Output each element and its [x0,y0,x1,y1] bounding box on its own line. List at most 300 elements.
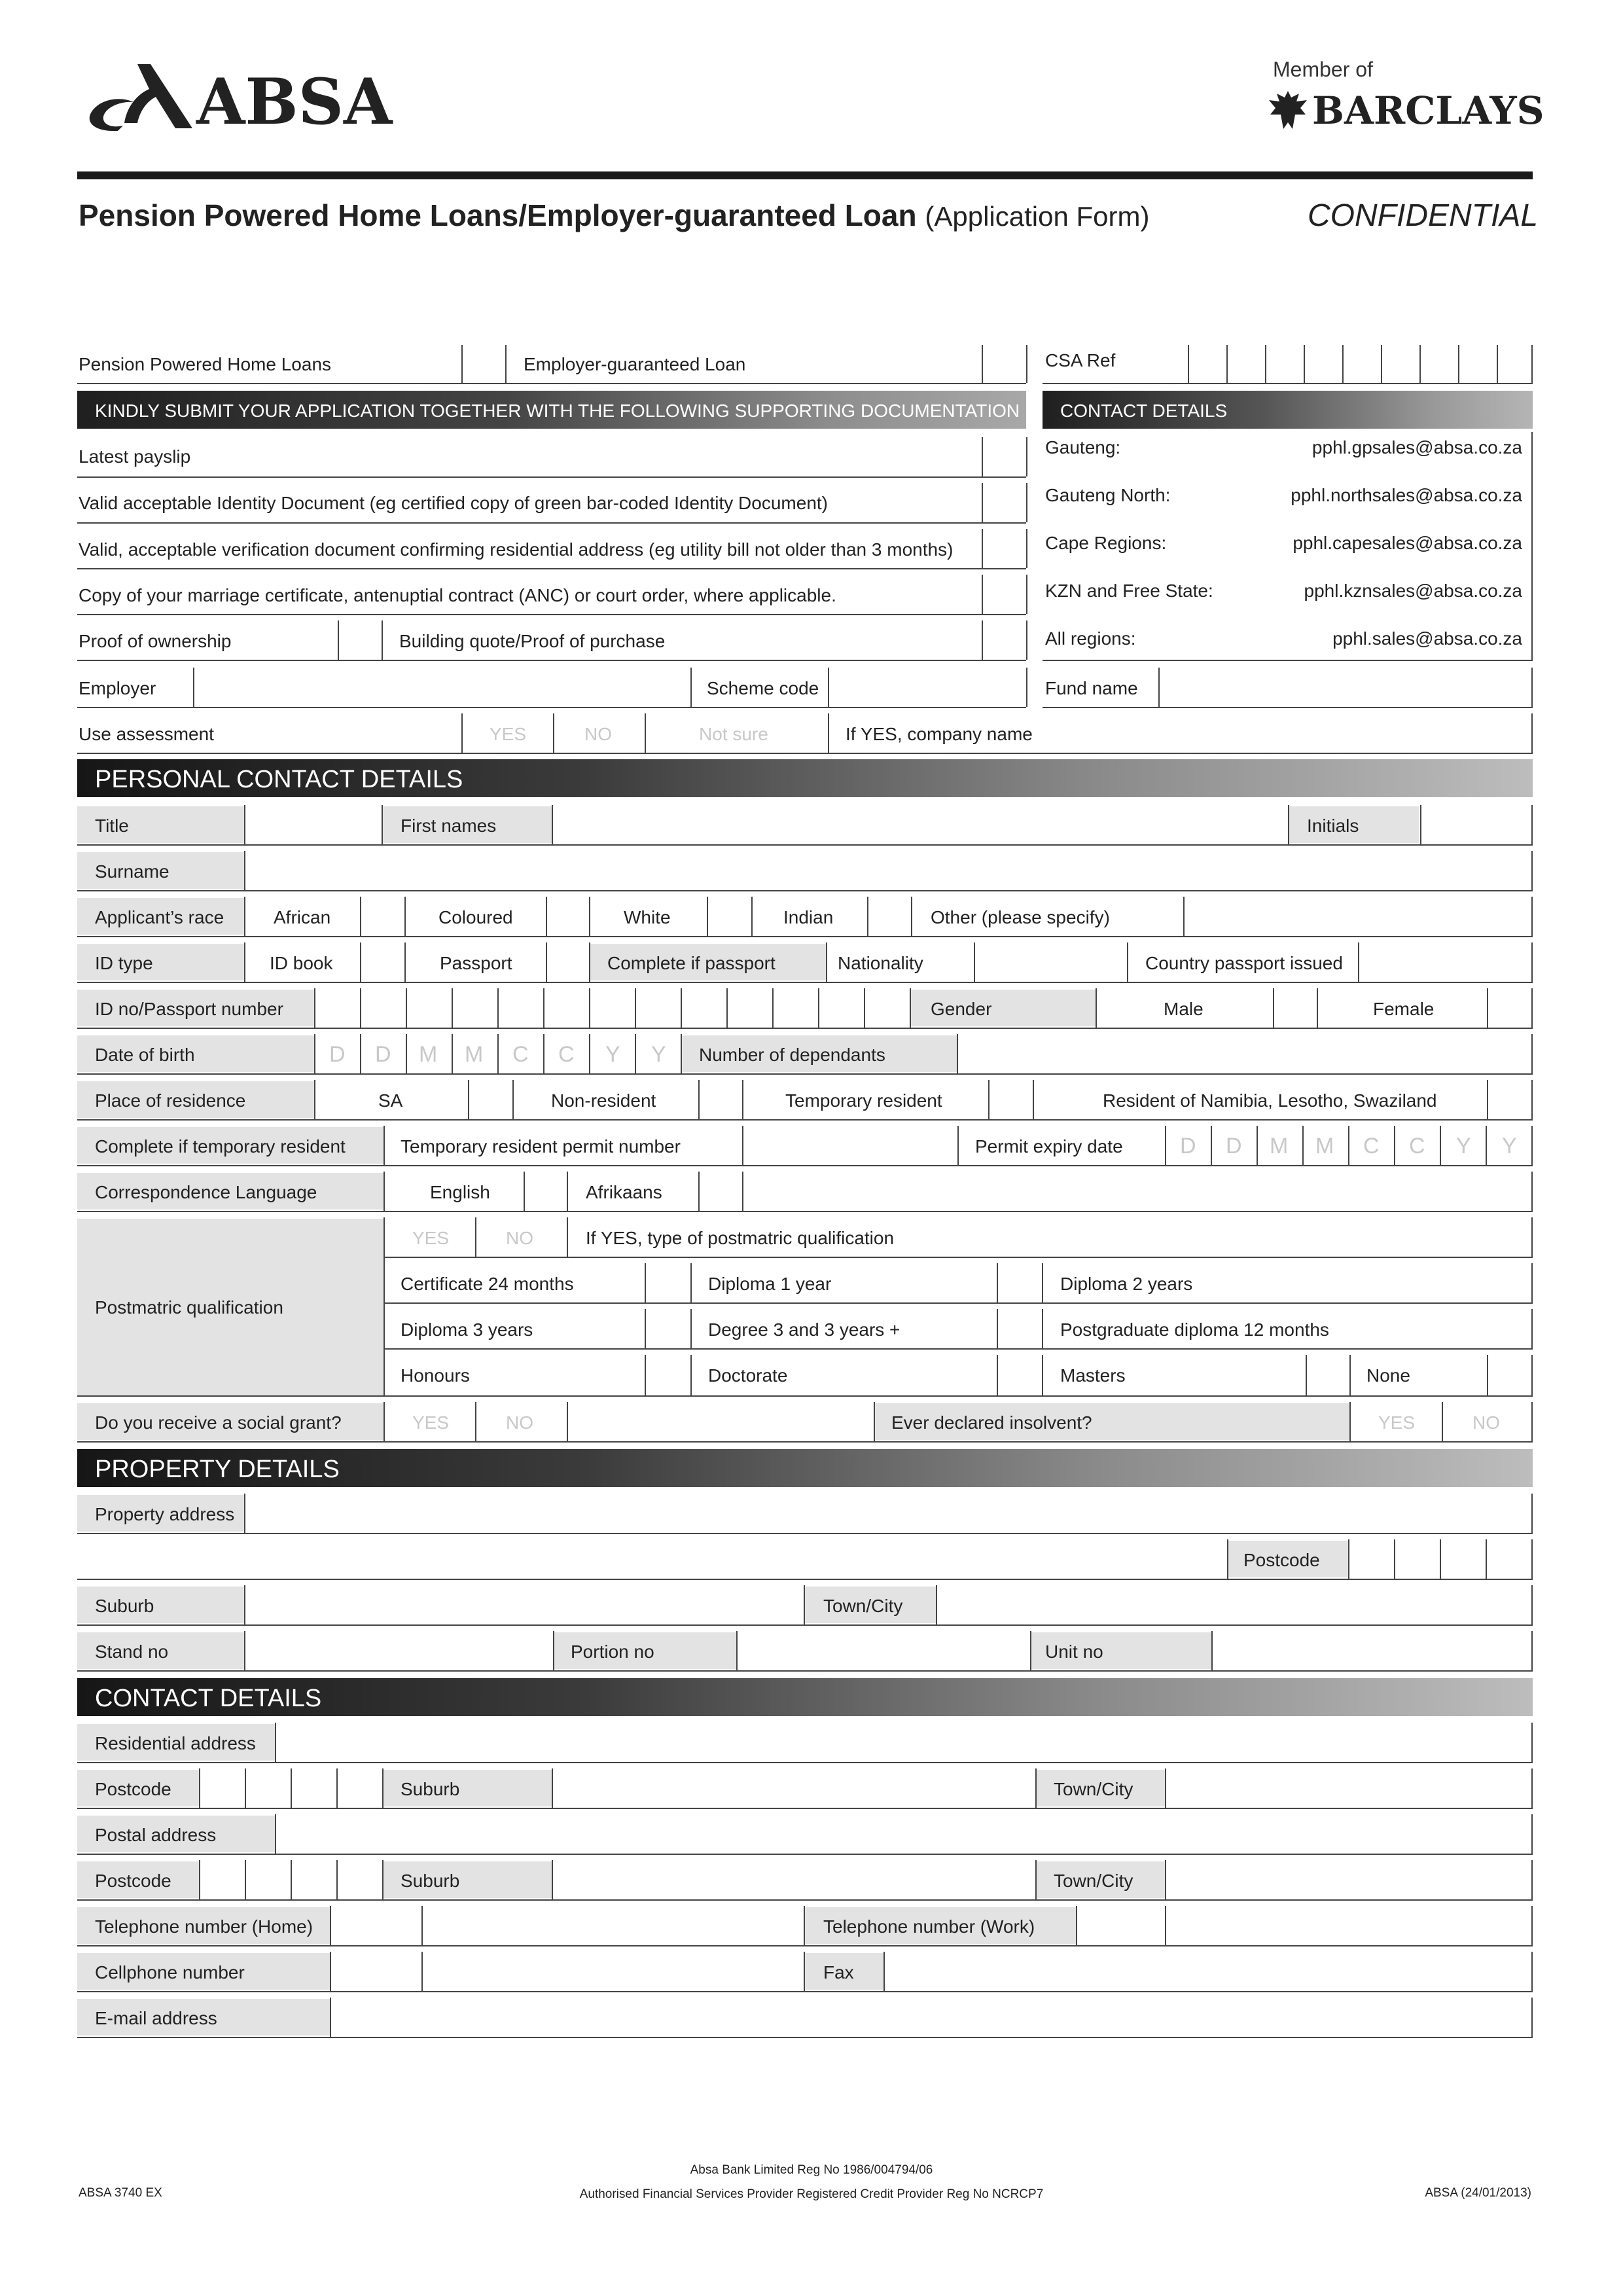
address-doc-checkbox[interactable] [982,529,983,568]
postal-address-label: Postal address [95,1825,217,1845]
divider [690,668,692,707]
email-input[interactable] [331,1999,1530,2036]
cellphone-input[interactable] [423,1953,802,1990]
social-grant-no-option[interactable]: NO [506,1412,533,1433]
pphl-label: Pension Powered Home Loans [79,354,332,374]
property-town-input[interactable] [937,1587,1530,1623]
address-doc-label: Valid, acceptable verification document confirming residential address (eg utility bill not older than 3 months) [79,539,954,560]
page-title [79,200,1149,230]
id-doc-checkbox[interactable] [982,483,983,522]
id-doc-label: Valid acceptable Identity Document (eg certified copy of green bar-coded Identity Document) [79,493,828,513]
header-rule [77,171,1533,179]
insolvent-label: Ever declared insolvent? [891,1412,1092,1433]
race-label: Applicant’s race [95,907,224,927]
expiry-month-placeholder: M [1270,1134,1289,1158]
csa-ref-label: CSA Ref [1045,350,1116,370]
form-code: ABSA 3740 EX [79,2186,162,2200]
pphl-checkbox[interactable] [461,345,463,383]
race-african-checkbox[interactable] [360,897,361,936]
region-email[interactable]: pphl.sales@absa.co.za [1332,628,1522,649]
property-address-input[interactable] [245,1495,1530,1532]
first-names-label: First names [401,816,497,836]
surname-input[interactable] [245,852,1530,889]
postal-town-input[interactable] [1166,1861,1530,1898]
divider [1096,988,1097,1028]
region-label: Cape Regions: [1045,533,1167,553]
provider-registration: Authorised Financial Services Provider Registered Credit Provider Reg No NCRCP7 [579,2187,1044,2201]
rule [1043,707,1533,708]
dob-year-placeholder: Y [605,1042,620,1067]
unit-no-label: Unit no [1045,1641,1103,1662]
divider [383,1172,385,1211]
gender-label: Gender [931,999,992,1019]
residence-non-resident-checkbox[interactable] [698,1080,700,1119]
rule [77,707,1026,708]
property-heading: PROPERTY DETAILS [95,1456,340,1483]
residence-temporary-checkbox[interactable] [988,1080,990,1119]
property-suburb-input[interactable] [245,1587,802,1623]
expiry-century-placeholder: C [1409,1134,1425,1158]
id-book-label: ID book [270,953,333,973]
property-town-label: Town/City [823,1596,903,1616]
rule [383,1348,1533,1350]
tel-work-code-input[interactable] [1077,1907,1164,1944]
race-white-label: White [624,907,671,927]
rule [77,1441,1533,1443]
gender-female-label: Female [1373,999,1435,1019]
insolvent-yes-option[interactable]: YES [1378,1412,1416,1433]
region-label: Gauteng: [1045,437,1121,457]
permit-expiry-label: Permit expiry date [975,1136,1123,1157]
residence-namibia-checkbox[interactable] [1487,1080,1488,1119]
rule [77,1991,1533,1992]
divider [1026,345,1027,383]
divider [244,942,245,982]
building-quote-label: Building quote/Proof of purchase [399,631,666,651]
portion-no-label: Portion no [571,1641,654,1662]
expiry-month-placeholder: M [1315,1134,1334,1158]
rule [1043,383,1533,384]
language-label: Correspondence Language [95,1182,317,1202]
divider [1531,668,1533,707]
divider [383,1402,385,1441]
complete-if-temp-label: Complete if temporary resident [95,1136,346,1157]
rule [77,1945,1533,1946]
fax-input[interactable] [885,1953,1530,1990]
residence-namibia-label: Resident of Namibia, Lesotho, Swaziland [1103,1090,1437,1111]
divider [383,1126,385,1165]
divider [911,897,912,936]
postmatric-yes-option[interactable]: YES [412,1228,450,1248]
cellphone-label: Cellphone number [95,1962,245,1982]
qual-dip1-checkbox[interactable] [997,1263,998,1302]
postmatric-label: Postmatric qualification [95,1297,283,1318]
rule [77,1854,1533,1855]
tel-work-label: Telephone number (Work) [823,1916,1035,1937]
qual-cert24-checkbox[interactable] [645,1263,646,1302]
social-grant-yes-option[interactable]: YES [412,1412,450,1433]
qual-masters-label: Masters [1060,1365,1126,1386]
divider [404,897,406,936]
qual-masters-checkbox[interactable] [1306,1355,1307,1395]
rule [77,383,1026,384]
passport-label: Passport [440,953,512,973]
divider [1531,988,1533,1028]
rule [77,890,1533,891]
divider [1531,713,1533,753]
divider [1531,1217,1533,1257]
postal-suburb-input[interactable] [553,1861,1034,1898]
qual-none-label: None [1366,1365,1410,1386]
divider [567,1172,568,1211]
residential-address-input[interactable] [276,1724,1530,1761]
stand-no-label: Stand no [95,1641,169,1662]
title-input[interactable] [245,806,380,843]
divider [1042,1355,1043,1395]
divider [957,1126,959,1165]
title-label: Title [95,816,129,836]
fax-label: Fax [823,1962,854,1982]
complete-if-passport-label: Complete if passport [607,953,776,973]
divider [1026,437,1027,476]
id-type-label: ID type [95,953,153,973]
residential-town-label: Town/City [1054,1779,1133,1799]
divider [404,942,406,982]
rule [77,936,1533,937]
initials-label: Initials [1307,816,1359,836]
divider [1349,1402,1351,1441]
rule [77,1899,1533,1901]
divider [1042,1263,1043,1302]
fund-name-input[interactable] [1160,669,1530,706]
postal-town-label: Town/City [1054,1871,1133,1891]
postmatric-type-label: If YES, type of postmatric qualification [586,1228,895,1248]
rule [77,844,1533,846]
race-other-label: Other (please specify) [931,907,1110,927]
dob-day-placeholder: D [375,1042,391,1067]
permit-number-input[interactable] [743,1127,956,1164]
egl-checkbox[interactable] [982,345,983,383]
use-assessment-yes-option[interactable]: YES [490,724,527,744]
email-label: E-mail address [95,2008,217,2028]
residence-sa-checkbox[interactable] [468,1080,469,1119]
gender-female-checkbox[interactable] [1487,988,1488,1028]
divider [567,1402,568,1441]
divider [1531,1814,1533,1854]
id-book-checkbox[interactable] [360,942,361,982]
divider [1531,1172,1533,1211]
divider [1531,897,1533,936]
region-email[interactable]: pphl.northsales@absa.co.za [1291,485,1522,505]
residence-temporary-label: Temporary resident [785,1090,942,1111]
member-of-text: Member of [1273,58,1373,81]
dob-month-placeholder: M [465,1042,484,1067]
dob-label: Date of birth [95,1045,195,1065]
property-address-line2-input[interactable] [77,1541,1226,1577]
contacts-heading: CONTACT DETAILS [1060,401,1228,421]
divider [1531,1723,1533,1762]
qual-dip3-checkbox[interactable] [645,1309,646,1348]
initials-input[interactable] [1421,806,1530,843]
race-indian-label: Indian [783,907,834,927]
social-grant-label: Do you receive a social grant? [95,1412,342,1433]
divider [645,713,646,753]
divider [1531,1309,1533,1348]
rule [77,568,1026,569]
dependants-input[interactable] [958,1035,1530,1072]
qual-dip2-label: Diploma 2 years [1060,1274,1193,1294]
divider [1033,1080,1034,1119]
scheme-code-label: Scheme code [707,678,819,698]
divider [1531,1768,1533,1808]
divider [826,942,827,982]
use-assessment-no-option[interactable]: NO [584,724,612,744]
divider [1531,1906,1533,1945]
language-english-label: English [430,1182,490,1202]
bank-registration: Absa Bank Limited Reg No 1986/004794/06 [690,2163,933,2177]
nationality-label: Nationality [838,953,923,973]
divider [1026,668,1027,707]
company-name-input[interactable] [1047,715,1530,751]
dob-year-placeholder: Y [651,1042,666,1067]
property-postcode-label: Postcode [1243,1550,1320,1570]
residential-town-input[interactable] [1166,1770,1530,1806]
rule [77,476,1026,478]
divider [1042,1309,1043,1348]
tel-work-input[interactable] [1166,1907,1530,1944]
divider [690,1355,692,1395]
postal-address-input[interactable] [276,1816,1530,1852]
payslip-label: Latest payslip [79,446,191,467]
divider [1531,1402,1533,1441]
qual-degree-label: Degree 3 and 3 years + [708,1319,901,1340]
docs-heading: KINDLY SUBMIT YOUR APPLICATION TOGETHER WITH THE FOLLOWING SUPPORTING DOCUMENTATION [95,401,1020,421]
building-quote-checkbox[interactable] [982,620,983,660]
divider [1026,483,1027,522]
rule [77,522,1026,524]
country-issued-label: Country passport issued [1145,953,1343,973]
divider [505,345,507,383]
dependants-label: Number of dependants [699,1045,885,1065]
expiry-day-placeholder: D [1226,1134,1242,1158]
divider [690,1309,692,1348]
rule [77,660,1026,661]
rule [77,1624,1533,1626]
race-white-checkbox[interactable] [707,897,708,936]
divider [1317,988,1318,1028]
use-assessment-label: Use assessment [79,724,214,744]
qual-honours-checkbox[interactable] [645,1355,646,1395]
qual-doctorate-label: Doctorate [708,1365,788,1386]
qual-cert24-label: Certificate 24 months [401,1274,574,1294]
rule [77,1533,1533,1534]
divider [383,1217,385,1395]
divider [1531,1080,1533,1119]
employer-input[interactable] [194,669,690,706]
qual-doctorate-checkbox[interactable] [997,1355,998,1395]
region-label: All regions: [1045,628,1136,649]
divider [1531,1998,1533,2037]
expiry-century-placeholder: C [1363,1134,1380,1158]
gender-male-label: Male [1164,999,1204,1019]
divider [1531,1585,1533,1624]
rule [77,1165,1533,1166]
payslip-checkbox[interactable] [982,437,983,476]
barclays-brand-text: BARCLAYS [1312,88,1544,133]
rule [383,1257,1533,1258]
postmatric-no-option[interactable]: NO [506,1228,533,1248]
divider [1531,1494,1533,1533]
ownership-checkbox[interactable] [338,620,339,660]
first-names-input[interactable] [553,806,1286,843]
divider [1531,942,1533,982]
absa-brand-text: ABSA [196,65,393,139]
marriage-doc-label: Copy of your marriage certificate, antenuptial contract (ANC) or court order, where applicable. [79,585,836,605]
personal-heading: PERSONAL CONTACT DETAILS [95,766,463,793]
qual-degree-checkbox[interactable] [997,1309,998,1348]
country-issued-input[interactable] [1359,944,1530,980]
permit-number-label: Temporary resident permit number [401,1136,681,1157]
divider [1531,805,1533,844]
unit-no-input[interactable] [1213,1632,1530,1669]
divider [589,897,590,936]
qual-postgrad-label: Postgraduate diploma 12 months [1060,1319,1329,1340]
divider [382,805,383,844]
rule [1043,660,1533,661]
residential-postcode-label: Postcode [95,1779,171,1799]
divider [690,1263,692,1302]
divider [1531,1952,1533,1991]
insolvent-no-option[interactable]: NO [1472,1412,1500,1433]
tel-home-label: Telephone number (Home) [95,1916,313,1937]
rule [77,1579,1533,1580]
id-no-label: ID no/Passport number [95,999,283,1019]
divider [461,713,463,753]
language-afrikaans-checkbox[interactable] [698,1172,700,1211]
rule [77,1119,1533,1121]
marriage-doc-checkbox[interactable] [982,575,983,614]
divider [1442,1402,1443,1441]
divider [475,1217,476,1257]
egl-label: Employer-guaranteed Loan [524,354,746,374]
rule [77,1028,1533,1029]
race-coloured-label: Coloured [438,907,513,927]
fund-name-label: Fund name [1045,678,1138,698]
gender-male-checkbox[interactable] [1273,988,1274,1028]
divider [1026,529,1027,568]
rule [77,1808,1533,1809]
page-title-bold: Pension Powered Home Loans/Employer-guaranteed Loan [79,198,917,232]
divider [1531,1860,1533,1899]
race-other-input[interactable] [1185,898,1530,935]
divider [1531,1263,1533,1302]
divider [1531,1034,1533,1073]
divider [1531,851,1533,890]
expiry-year-placeholder: Y [1502,1134,1517,1158]
divider [1127,942,1128,982]
divider [742,1172,743,1211]
region-label: KZN and Free State: [1045,581,1213,601]
tel-home-code-input[interactable] [331,1907,420,1944]
eagle-icon [1266,88,1310,133]
language-english-checkbox[interactable] [524,1172,525,1211]
region-email[interactable]: pphl.kznsales@absa.co.za [1304,581,1522,601]
employer-label: Employer [79,678,156,698]
residential-suburb-input[interactable] [553,1770,1034,1806]
region-email[interactable]: pphl.gpsales@absa.co.za [1311,437,1522,457]
use-assessment-not-sure-option[interactable]: Not sure [699,724,768,744]
race-indian-checkbox[interactable] [867,897,868,936]
divider [828,713,829,753]
surname-label: Surname [95,861,169,882]
qual-none-checkbox[interactable] [1487,1355,1488,1395]
residential-suburb-label: Suburb [401,1779,460,1799]
divider [382,620,383,660]
rule [77,2037,1533,2038]
form-version-date: ABSA (24/01/2013) [1425,2186,1531,2200]
divider [553,713,554,753]
cellphone-code-input[interactable] [331,1953,420,1990]
rule [77,1073,1533,1075]
rule [383,1302,1533,1304]
qual-honours-label: Honours [401,1365,470,1386]
qual-dip3-label: Diploma 3 years [401,1319,533,1340]
divider [1026,620,1027,660]
company-name-label: If YES, company name [846,724,1033,744]
divider [751,897,753,936]
expiry-year-placeholder: Y [1456,1134,1471,1158]
portion-no-input[interactable] [738,1632,1029,1669]
contact-heading: CONTACT DETAILS [95,1685,322,1712]
language-afrikaans-label: Afrikaans [586,1182,662,1202]
property-suburb-label: Suburb [95,1596,154,1616]
race-african-label: African [274,907,331,927]
residential-address-label: Residential address [95,1733,256,1753]
rule [77,1670,1533,1672]
dob-century-placeholder: C [558,1042,575,1067]
divider [1531,432,1533,660]
tel-home-input[interactable] [423,1907,802,1944]
divider [512,1080,514,1119]
stand-no-input[interactable] [245,1632,552,1669]
dob-century-placeholder: C [512,1042,529,1067]
region-label: Gauteng North: [1045,485,1171,505]
residence-label: Place of residence [95,1090,246,1111]
divider [742,1080,743,1119]
passport-checkbox[interactable] [546,942,547,982]
scheme-code-input[interactable] [829,669,1026,706]
absa-logo-icon [77,60,202,139]
divider [475,1402,476,1441]
ownership-label: Proof of ownership [79,631,232,651]
residence-sa-label: SA [378,1090,403,1111]
page-title-suffix: (Application Form) [925,201,1150,232]
dob-day-placeholder: D [329,1042,346,1067]
region-email[interactable]: pphl.capesales@absa.co.za [1293,533,1522,553]
divider [244,897,245,936]
divider [567,1217,568,1257]
divider [1531,1355,1533,1395]
nationality-input[interactable] [975,944,1126,980]
confidential-label: CONFIDENTIAL [1308,198,1539,233]
divider [1026,575,1027,614]
qual-dip1-label: Diploma 1 year [708,1274,832,1294]
postal-postcode-label: Postcode [95,1871,171,1891]
expiry-day-placeholder: D [1180,1134,1196,1158]
divider [1349,1355,1351,1395]
rule [77,982,1533,983]
race-coloured-checkbox[interactable] [546,897,547,936]
